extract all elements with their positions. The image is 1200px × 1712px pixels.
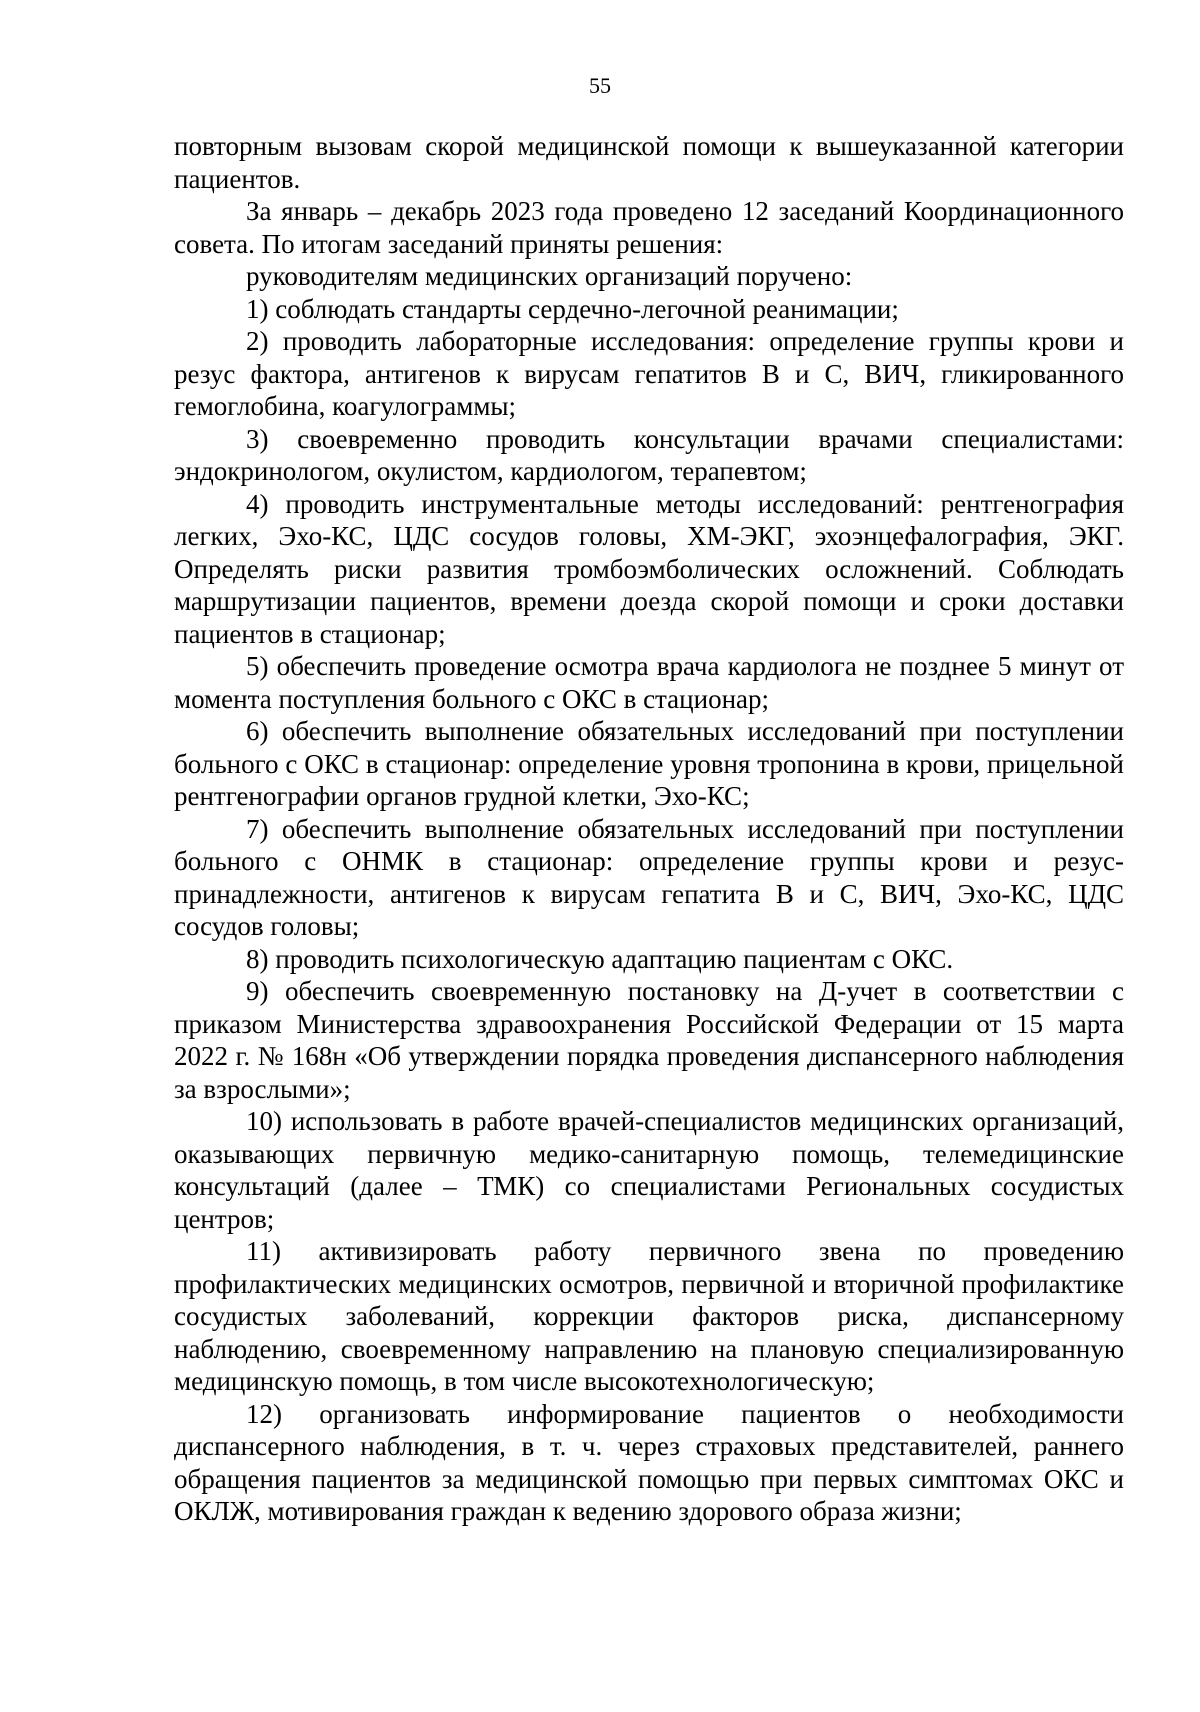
document-body: [174, 130, 1124, 1528]
list-item-2: 2) проводить лабораторные исследования: определение группы крови и резус фактора, антигенов к вирусам гепатитов В и С, ВИЧ, гликированного гемоглобина, коагулограммы;: [174, 326, 1124, 421]
list-item-10: 10) использовать в работе врачей-специалистов медицинских организаций, оказывающих первичную медико-санитарную помощь, телемедицинские консультаций (далее – ТМК) со специалистами Региональных сосудистых центров;: [174, 1106, 1124, 1234]
list-item-9: 9) обеспечить своевременную постановку на Д-учет в соответствии с приказом Министерства здравоохранения Российской Федерации от 15 марта 2022 г. № 168н «Об утверждении порядка проведения диспансерного наблюдения за взрослыми»;: [174, 976, 1124, 1104]
list-item-8: 8) проводить психологическую адаптацию пациентам с ОКС.: [246, 943, 954, 974]
page-number: 55: [589, 73, 611, 98]
paragraph-2: За январь – декабрь 2023 года проведено 12 заседаний Координационного совета. По итогам заседаний приняты решения:: [174, 196, 1124, 259]
list-item-5: 5) обеспечить проведение осмотра врача кардиолога не позднее 5 минут от момента поступления больного с ОКС в стационар;: [174, 651, 1124, 714]
list-item-4: 4) проводить инструментальные методы исследований: рентгенография легких, Эхо-КС, ЦДС сосудов головы, ХМ-ЭКГ, эхоэнцефалография, ЭКГ. Определять риски развития тромбоэмболических осложнений. Соблюдать маршрутизации пациентов, времени доезда скорой помощи и сроки доставки пациентов в стационар;: [174, 488, 1124, 649]
list-item-12: 12) организовать информирование пациентов о необходимости диспансерного наблюдения, в т. ч. через страховых представителей, раннего обращения пациентов за медицинской помощью при первых симптомах ОКС и ОКЛЖ, мотивирования граждан к ведению здорового образа жизни;: [174, 1398, 1124, 1526]
list-item-11: 11) активизировать работу первичного звена по проведению профилактических медицинских осмотров, первичной и вторичной профилактике сосудистых заболеваний, коррекции факторов риска, диспансерному наблюдению, своевременному направлению на плановую специализированную медицинскую помощь, в том числе высокотехнологическую;: [174, 1236, 1124, 1396]
paragraph-1: повторным вызовам скорой медицинской помощи к вышеуказанной категории пациентов.: [174, 131, 1124, 194]
list-item-3: 3) своевременно проводить консультации врачами специалистами: эндокринологом, окулистом, кардиологом, терапевтом;: [174, 423, 1124, 486]
paragraph-3: руководителям медицинских организаций поручено:: [246, 261, 853, 291]
list-item-7: 7) обеспечить выполнение обязательных исследований при поступлении больного с ОНМК в стационар: определение группы крови и резус-принадлежности, антигенов к вирусам гепатита В и С, ВИЧ, Эхо-КС, ЦДС сосудов головы;: [174, 813, 1124, 941]
list-item-6: 6) обеспечить выполнение обязательных исследований при поступлении больного с ОКС в стационар: определение уровня тропонина в крови, прицельной рентгенографии органов грудной клетки, Эхо-КС;: [174, 716, 1124, 811]
list-item-1: 1) соблюдать стандарты сердечно-легочной реанимации;: [246, 293, 899, 324]
